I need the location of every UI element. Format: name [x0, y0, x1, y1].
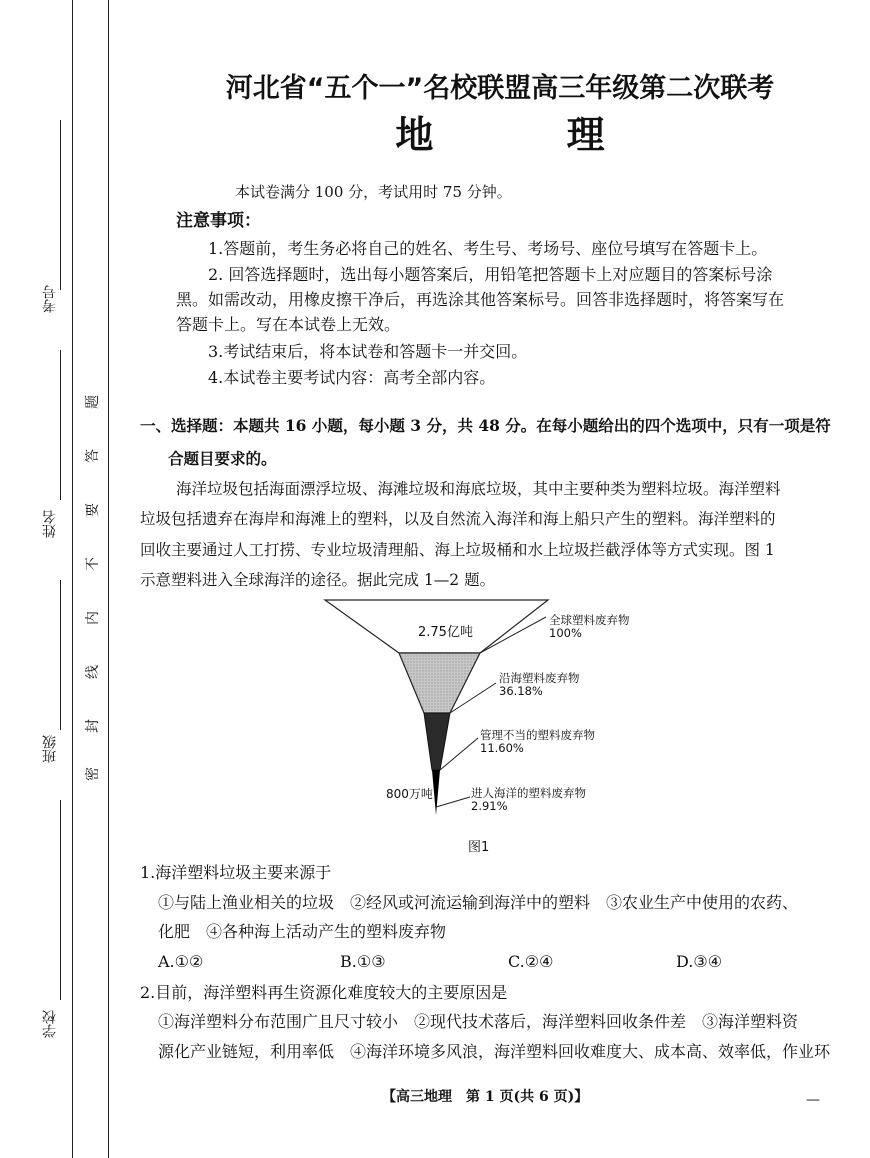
seal-char-3: 要 — [85, 503, 101, 517]
q2-choices-line-1: ①海洋塑料分布范围广且尺寸较小 ②现代技术落后，海洋塑料回收条件差 ③海洋塑料资 — [158, 1012, 799, 1031]
q1-choices-line-2: 化肥 ④各种海上活动产生的塑料废弃物 — [158, 922, 447, 941]
page-footer: 【高三地理 第 1 页(共 6 页)】 — [382, 1089, 589, 1105]
seal-char-1: 题 — [85, 395, 101, 409]
notice-heading: 注意事项： — [176, 211, 261, 231]
leader-line-4 — [436, 797, 470, 807]
top-amount-label: 2.75亿吨 — [418, 625, 473, 640]
funnel-stage-coastal — [399, 653, 480, 713]
stage-name-global: 全球塑料废弃物 — [549, 613, 630, 627]
seal-char-6: 线 — [85, 665, 101, 679]
stage-label-ocean — [471, 787, 586, 813]
exam-intro: 本试卷满分 100 分，考试用时 75 分钟。 — [235, 183, 512, 201]
funnel-stage-ocean — [432, 770, 440, 815]
stage-pct-mismanaged: 11.60% — [480, 741, 524, 755]
binding-line-outer — [72, 0, 73, 1158]
section-heading-cont: 合题目要求的。 — [168, 449, 277, 468]
seal-char-8: 密 — [85, 767, 101, 781]
stage-pct-ocean: 2.91% — [471, 799, 508, 813]
q2-choices-line-2: 源化产业链短，利用率低 ④海洋环境多风浪，海洋塑料回收难度大、成本高、效率低，作业环 — [158, 1042, 831, 1061]
stage-pct-global: 100% — [549, 626, 582, 640]
stage-name-mismanaged: 管理不当的塑料废弃物 — [480, 728, 595, 742]
q1-choices-line-1: ①与陆上渔业相关的垃圾 ②经风或河流运输到海洋中的塑料 ③农业生产中使用的农药、 — [158, 893, 799, 912]
q1-stem: 1.海洋塑料垃圾主要来源于 — [140, 863, 332, 882]
stage-label-mismanaged — [480, 729, 595, 755]
q1-option-d[interactable]: D.③④ — [676, 952, 723, 971]
exam-no-label: 考号 — [42, 285, 58, 313]
subject-title: 地 理 — [395, 113, 665, 157]
binding-line-inner — [108, 0, 109, 1158]
stage-name-ocean: 进人海洋的塑料废弃物 — [471, 786, 586, 800]
class-rule — [60, 580, 61, 730]
seal-char-4: 不 — [85, 557, 101, 571]
notice-item-2-cont1: 黑。如需改动，用橡皮擦干净后，再选涂其他答案标号。回答非选择题时，将答案写在 — [176, 290, 785, 309]
passage-line-4: 示意塑料进入全球海洋的途径。据此完成 1—2 题。 — [140, 571, 496, 589]
school-label: 学校 — [42, 1010, 58, 1038]
q2-stem: 2.目前，海洋塑料再生资源化难度较大的主要原因是 — [140, 983, 508, 1002]
seal-char-7: 封 — [85, 719, 101, 733]
notice-item-3: 3.考试结束后，将本试卷和答题卡一并交回。 — [208, 342, 528, 361]
name-rule — [60, 350, 61, 500]
name-label: 姓名 — [42, 510, 58, 538]
footer-dash: — — [806, 1092, 820, 1108]
section-heading: 一、选择题：本题共 16 小题，每小题 3 分，共 48 分。在每小题给出的四个选项中，只有一项是符 — [140, 416, 831, 435]
passage-line-3: 回收主要通过人工打捞、专业垃圾清理船、海上垃圾桶和水上垃圾拦截浮体等方式实现。图 1 — [140, 541, 775, 559]
exam-no-rule — [60, 120, 61, 290]
q1-option-a[interactable]: A.①② — [158, 952, 204, 971]
figure-caption: 图1 — [468, 840, 490, 855]
passage-line-1: 海洋垃圾包括海面漂浮垃圾、海滩垃圾和海底垃圾，其中主要种类为塑料垃圾。海洋塑料 — [176, 480, 781, 498]
notice-item-4: 4.本试卷主要考试内容：高考全部内容。 — [208, 368, 496, 387]
stage-label-global — [549, 614, 630, 640]
q1-option-c[interactable]: C.②④ — [508, 952, 554, 971]
exam-title: 河北省“五个一”名校联盟高三年级第二次联考 — [225, 73, 775, 104]
notice-item-2-cont2: 答题卡上。写在本试卷上无效。 — [176, 315, 401, 334]
passage-line-2: 垃圾包括遗弃在海岸和海滩上的塑料，以及自然流入海洋和海上船只产生的塑料。海洋塑料的 — [140, 510, 776, 528]
stage-label-coastal — [499, 672, 580, 698]
notice-item-1: 1.答题前，考生务必将自己的姓名、考生号、考场号、座位号填写在答题卡上。 — [208, 239, 768, 258]
notice-item-2: 2. 回答选择题时，选出每小题答案后，用铅笔把答题卡上对应题目的答案标号涂 — [208, 265, 773, 284]
school-rule — [60, 800, 61, 1000]
stage-name-coastal: 沿海塑料废弃物 — [499, 671, 580, 685]
stage-pct-coastal: 36.18% — [499, 684, 543, 698]
class-label: 班级 — [42, 735, 58, 763]
seal-char-2: 答 — [85, 449, 101, 463]
q1-option-b[interactable]: B.①③ — [340, 952, 386, 971]
leader-line-3 — [440, 738, 478, 770]
bottom-amount-label: 800万吨 — [386, 787, 433, 801]
seal-char-5: 内 — [85, 611, 101, 625]
funnel-stage-mismanaged — [424, 713, 450, 770]
